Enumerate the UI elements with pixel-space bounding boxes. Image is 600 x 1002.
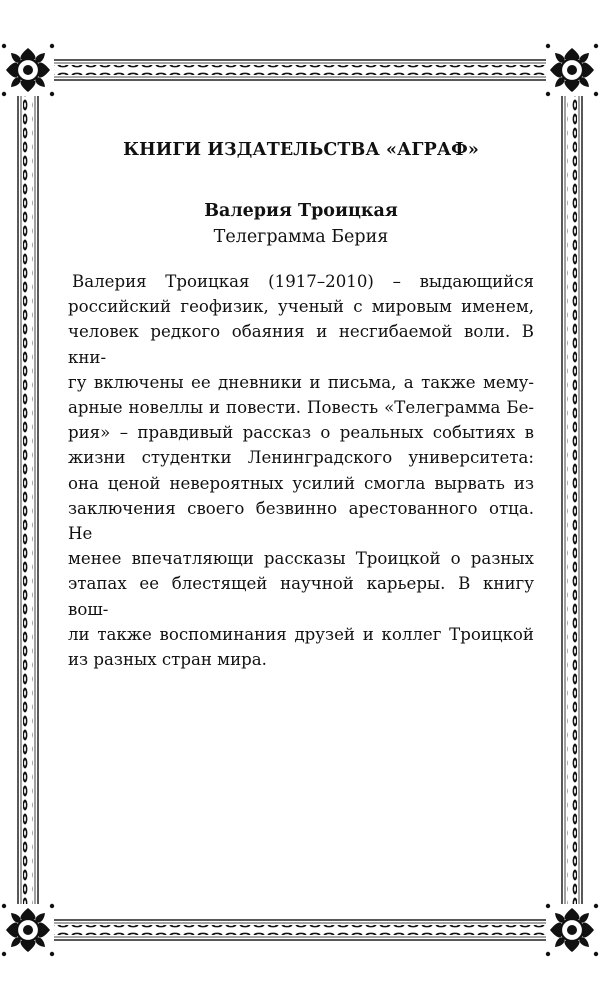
book-title: Телеграмма Берия bbox=[213, 227, 389, 247]
description-line: жизни студентки Ленинградского университета: bbox=[68, 448, 534, 468]
description-line: Валерия Троицкая (1917–2010) – выдающийся bbox=[72, 272, 534, 291]
description-line: гу включены ее дневники и письма, а также мему- bbox=[68, 372, 534, 392]
book-description bbox=[68, 269, 534, 672]
description-line: ли также воспоминания друзей и коллег Троицкой bbox=[68, 624, 534, 644]
description-line: человек редкого обаяния и несгибаемой воли. В кни- bbox=[68, 322, 534, 367]
description-line: заключения своего безвинно арестованного отца. Не bbox=[68, 498, 534, 544]
description-line: российский геофизик, ученый с мировым именем, bbox=[68, 297, 534, 317]
description-line: этапах ее блестящей научной карьеры. В книгу вош- bbox=[68, 574, 534, 619]
description-line: из разных стран мира. bbox=[68, 650, 267, 670]
description-line: арные новеллы и повести. Повесть «Телеграмма Бе- bbox=[68, 398, 534, 418]
page-content bbox=[68, 140, 534, 672]
description-line: рия» – правдивый рассказ о реальных событиях в bbox=[68, 423, 534, 443]
book-author: Валерия Троицкая bbox=[204, 201, 398, 221]
description-line: она ценой невероятных усилий смогла вырвать из bbox=[68, 473, 534, 493]
series-heading: КНИГИ ИЗДАТЕЛЬСТВА «АГРАФ» bbox=[123, 140, 479, 160]
description-line: менее впечатляющи рассказы Троицкой о разных bbox=[68, 549, 534, 569]
